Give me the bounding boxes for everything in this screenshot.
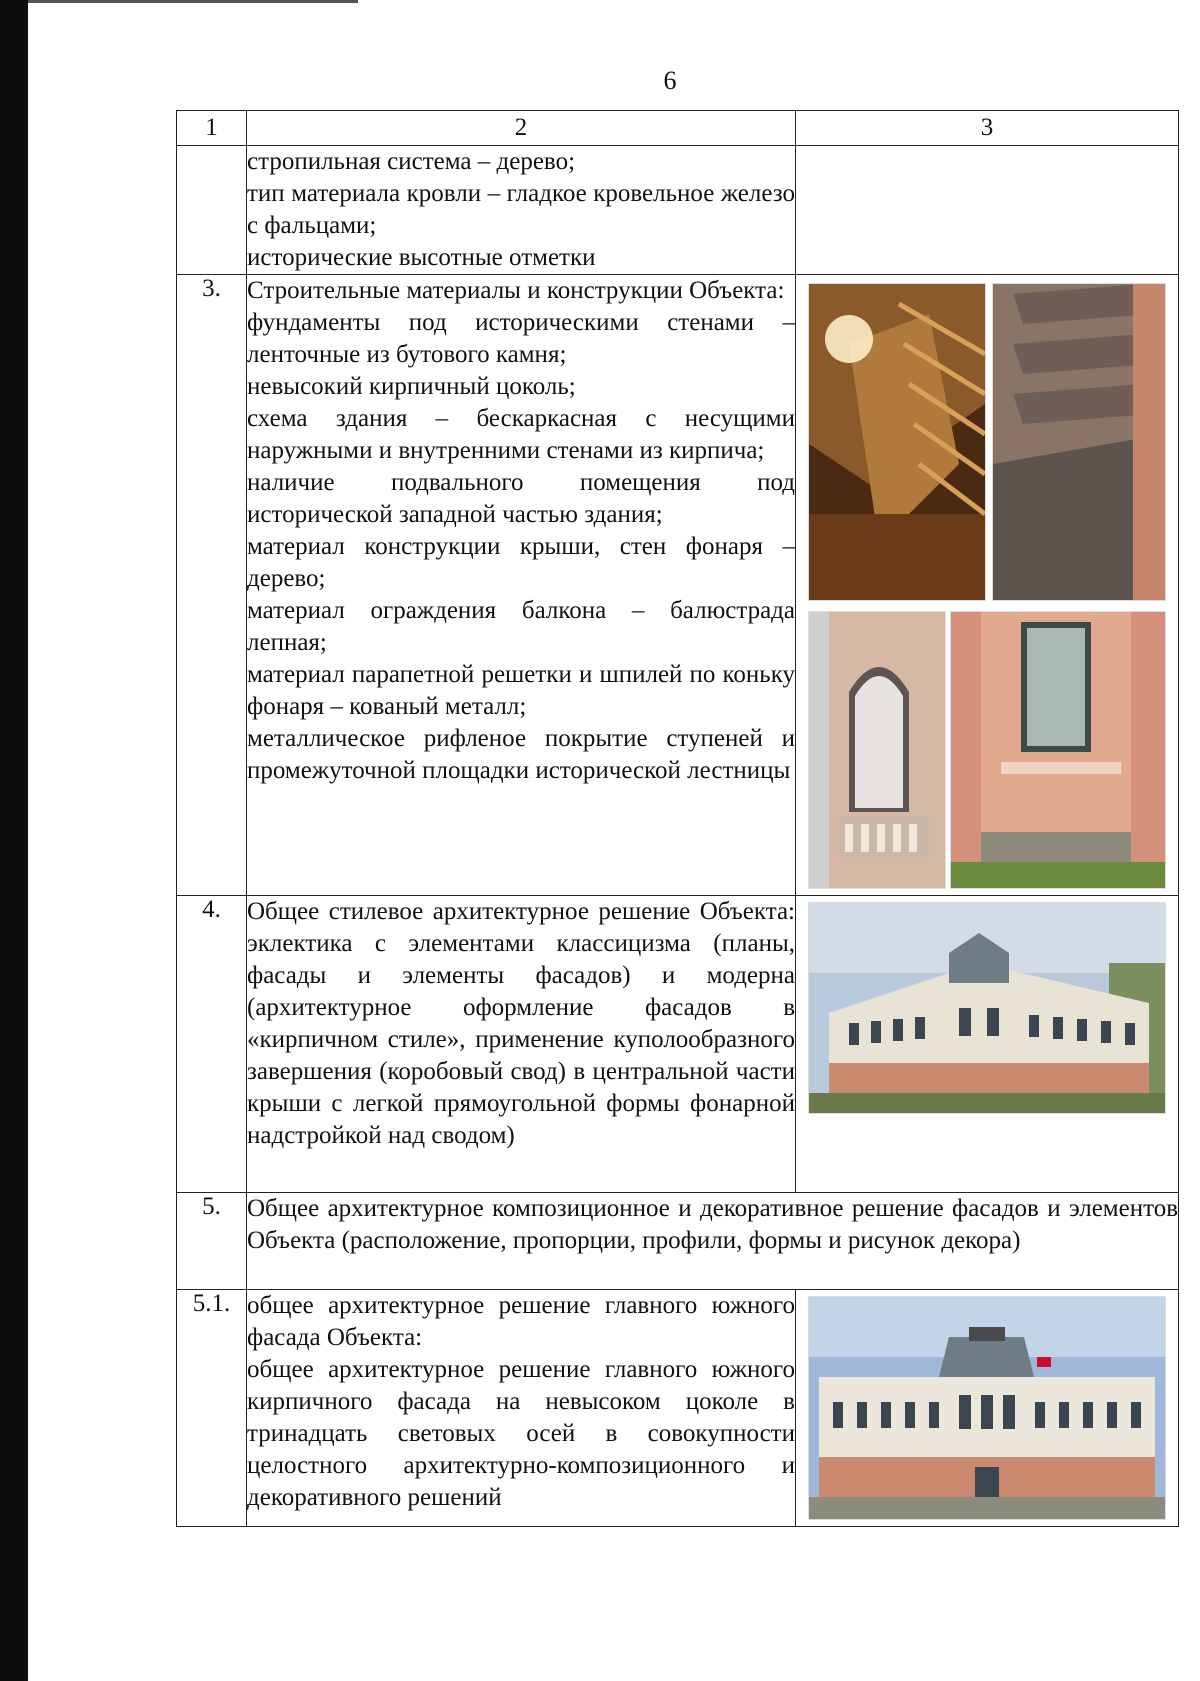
description-line: материал конструкции крыши, стен фонаря – дерево;	[247, 533, 795, 592]
description-line: общее архитектурное решение главного южного фасада Объекта:	[247, 1292, 795, 1351]
description-line: схема здания – бескаркасная с несущими наружными и внутренними стенами из кирпича;	[247, 405, 795, 464]
row-photos	[796, 1290, 1179, 1527]
header-col-2: 2	[247, 111, 796, 146]
metal-stairs-photo	[992, 283, 1166, 601]
description-line: стропильная система – дерево;	[247, 148, 576, 175]
description-line: общее архитектурное решение главного южного кирпичного фасада на невысоком цоколе в тринадцать световых осей в совокупности целостного архитектурно-композиционного и декоративного решений	[247, 1356, 795, 1511]
description-line: тип материала кровли – гладкое кровельное железо с фальцами;	[247, 180, 795, 239]
header-col-3: 3	[796, 111, 1179, 146]
row-photos	[796, 146, 1179, 275]
description-line: наличие подвального помещения под исторической западной частью здания;	[247, 469, 795, 528]
arched-window-balcony-photo	[808, 611, 946, 889]
row-number: 5.	[177, 1193, 247, 1290]
row-photos	[796, 896, 1179, 1193]
description-line: Общее стилевое архитектурное решение Объекта: эклектика с элементами классицизма (планы, фасады и элементы фасадов) и модерна (архитектурное оформление фасадов в «кирпичном стиле», применение куполообразного завершения (коробовый свод) в центральной части крыши с легкой прямоугольной формы фонарной надстройкой над сводом)	[247, 898, 795, 1149]
description-line: металлическое рифленое покрытие ступеней и промежуточной площадки исторической лестницы	[247, 725, 795, 784]
row-number: 4.	[177, 896, 247, 1193]
header-col-1: 1	[177, 111, 247, 146]
description-line: исторические высотные отметки	[247, 244, 596, 271]
attic-rafters-photo	[808, 283, 986, 601]
description-line: материал ограждения балкона – балюстрада лепная;	[247, 597, 795, 656]
table-row	[177, 1193, 1179, 1290]
table-row	[177, 275, 1179, 896]
table-row	[177, 896, 1179, 1193]
description-line: фундаменты под историческими стенами – ленточные из бутового камня;	[247, 309, 795, 368]
row-description	[247, 275, 796, 896]
row-description	[247, 146, 796, 275]
row-photos	[796, 275, 1179, 896]
table-row	[177, 146, 1179, 275]
scan-edge	[0, 0, 28, 1681]
building-corner-view-photo	[808, 902, 1166, 1114]
table-row	[177, 1290, 1179, 1527]
row-number: 5.1.	[177, 1290, 247, 1527]
description-line: невысокий кирпичный цоколь;	[247, 373, 576, 400]
main-south-facade-photo	[808, 1296, 1166, 1520]
row-number	[177, 146, 247, 275]
heritage-table	[176, 110, 1179, 1527]
header-row	[177, 111, 1179, 146]
row-description	[247, 896, 796, 1193]
description-line: Общее архитектурное композиционное и декоративное решение фасадов и элементов Объекта (расположение, пропорции, профили, формы и рисунок декора)	[247, 1195, 1178, 1254]
row-description	[247, 1290, 796, 1527]
description-line: материал парапетной решетки и шпилей по коньку фонаря – кованый металл;	[247, 661, 795, 720]
description-line: Строительные материалы и конструкции Объекта:	[247, 277, 785, 304]
row-number: 3.	[177, 275, 247, 896]
page-number: 6	[663, 66, 677, 95]
row-description	[247, 1193, 1179, 1290]
brick-facade-window-photo	[950, 611, 1166, 889]
scan-top-line	[28, 0, 358, 3]
